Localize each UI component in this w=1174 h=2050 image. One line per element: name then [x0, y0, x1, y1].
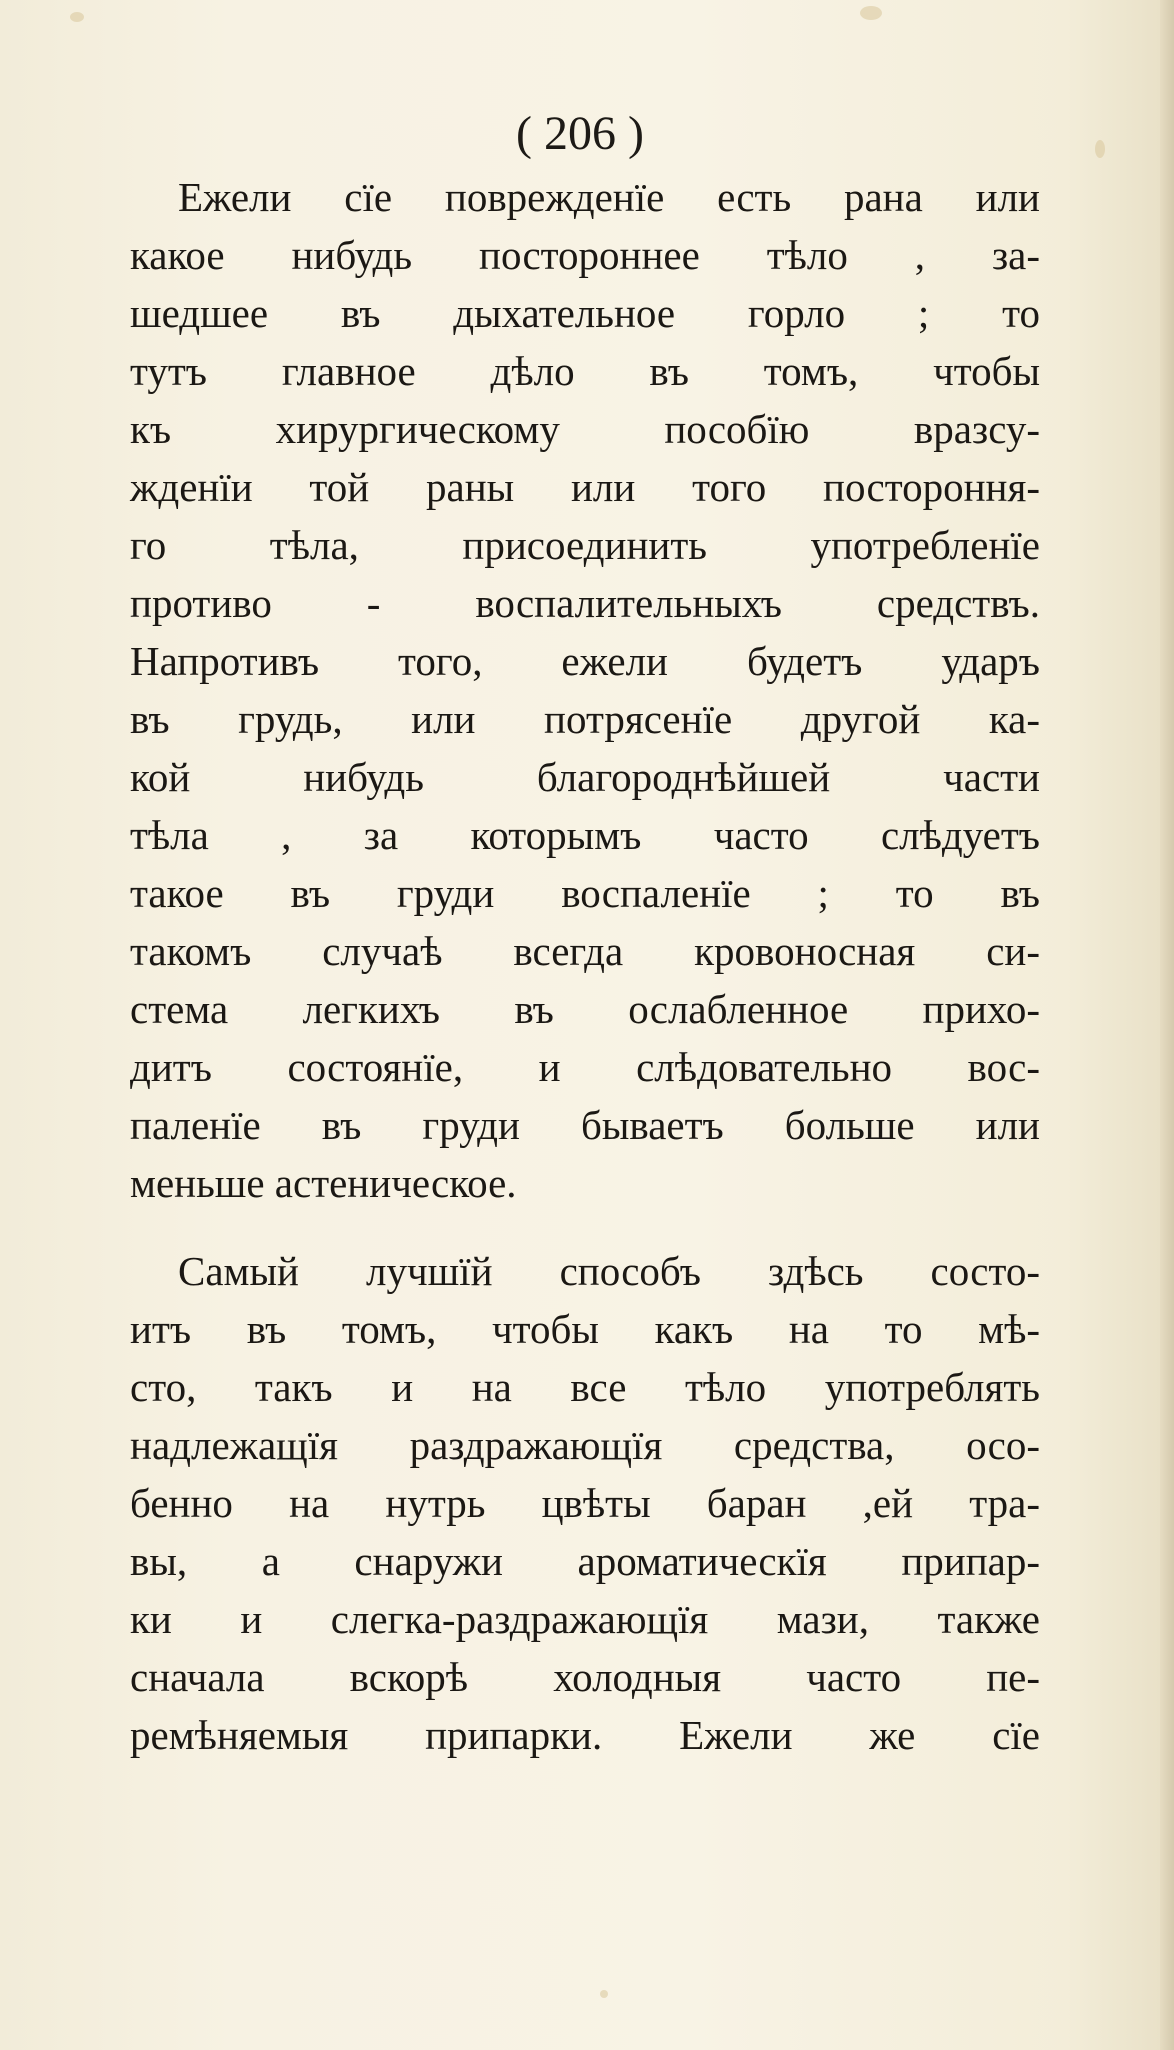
text-line: итъ въ томъ, чтобы какъ на то мѣ- [130, 1306, 1040, 1352]
text-line: стема легкихъ въ ослабленное прихо- [130, 986, 1040, 1032]
text-line: Напротивъ того, ежели будетъ ударъ [130, 638, 1040, 684]
paragraph [130, 1242, 1040, 1764]
text-line: ремѣняемыя припарки. Ежели же сїе [130, 1712, 1040, 1758]
paragraph [130, 168, 1040, 1212]
text-line: го тѣла, присоединить употребленїе [130, 522, 1040, 568]
page-number: ( 206 ) [516, 107, 644, 160]
paragraph-gap [130, 1212, 1040, 1242]
text-line: противо - воспалительныхъ средствъ. [130, 580, 1040, 626]
paper-speck [70, 12, 84, 22]
paper-speck [600, 1990, 608, 1998]
text-line: къ хирургическому пособїю вразсу- [130, 406, 1040, 452]
text-line: меньше астеническое. [130, 1160, 517, 1206]
text-line: тѣла , за которымъ часто слѣдуетъ [130, 812, 1040, 858]
text-line: какое нибудь постороннее тѣло , за- [130, 232, 1040, 278]
body-text [130, 168, 1040, 1764]
text-line: бенно на нутрь цвѣты баран ,ей тра- [130, 1480, 1040, 1526]
text-line: такомъ случаѣ всегда кровоносная си- [130, 928, 1040, 974]
text-line: такое въ груди воспаленїе ; то въ [130, 870, 1040, 916]
text-line: сто, такъ и на все тѣло употреблять [130, 1364, 1040, 1410]
text-line: въ грудь, или потрясенїе другой ка- [130, 696, 1040, 742]
text-line: надлежащїя раздражающїя средства, осо- [130, 1422, 1040, 1468]
text-line: жденїи той раны или того постороння- [130, 464, 1040, 510]
page-edge [1160, 0, 1174, 2050]
paper-speck [860, 6, 882, 20]
text-line: сначала вскорѣ холодныя часто пе- [130, 1654, 1040, 1700]
text-line: тутъ главное дѣло въ томъ, чтобы [130, 348, 1040, 394]
text-line: кой нибудь благороднѣйшей части [130, 754, 1040, 800]
text-line: паленїе въ груди бываетъ больше или [130, 1102, 1040, 1148]
text-line: дитъ состоянїе, и слѣдовательно вос- [130, 1044, 1040, 1090]
text-line: Самый лучшїй способъ здѣсь состо- [178, 1248, 1040, 1294]
text-line: Ежели сїе поврежденїе есть рана или [178, 174, 1040, 220]
text-line: вы, а снаружи ароматическїя припар- [130, 1538, 1040, 1584]
text-line: ки и слегка-раздражающїя мази, также [130, 1596, 1040, 1642]
text-line: шедшее въ дыхательное горло ; то [130, 290, 1040, 336]
